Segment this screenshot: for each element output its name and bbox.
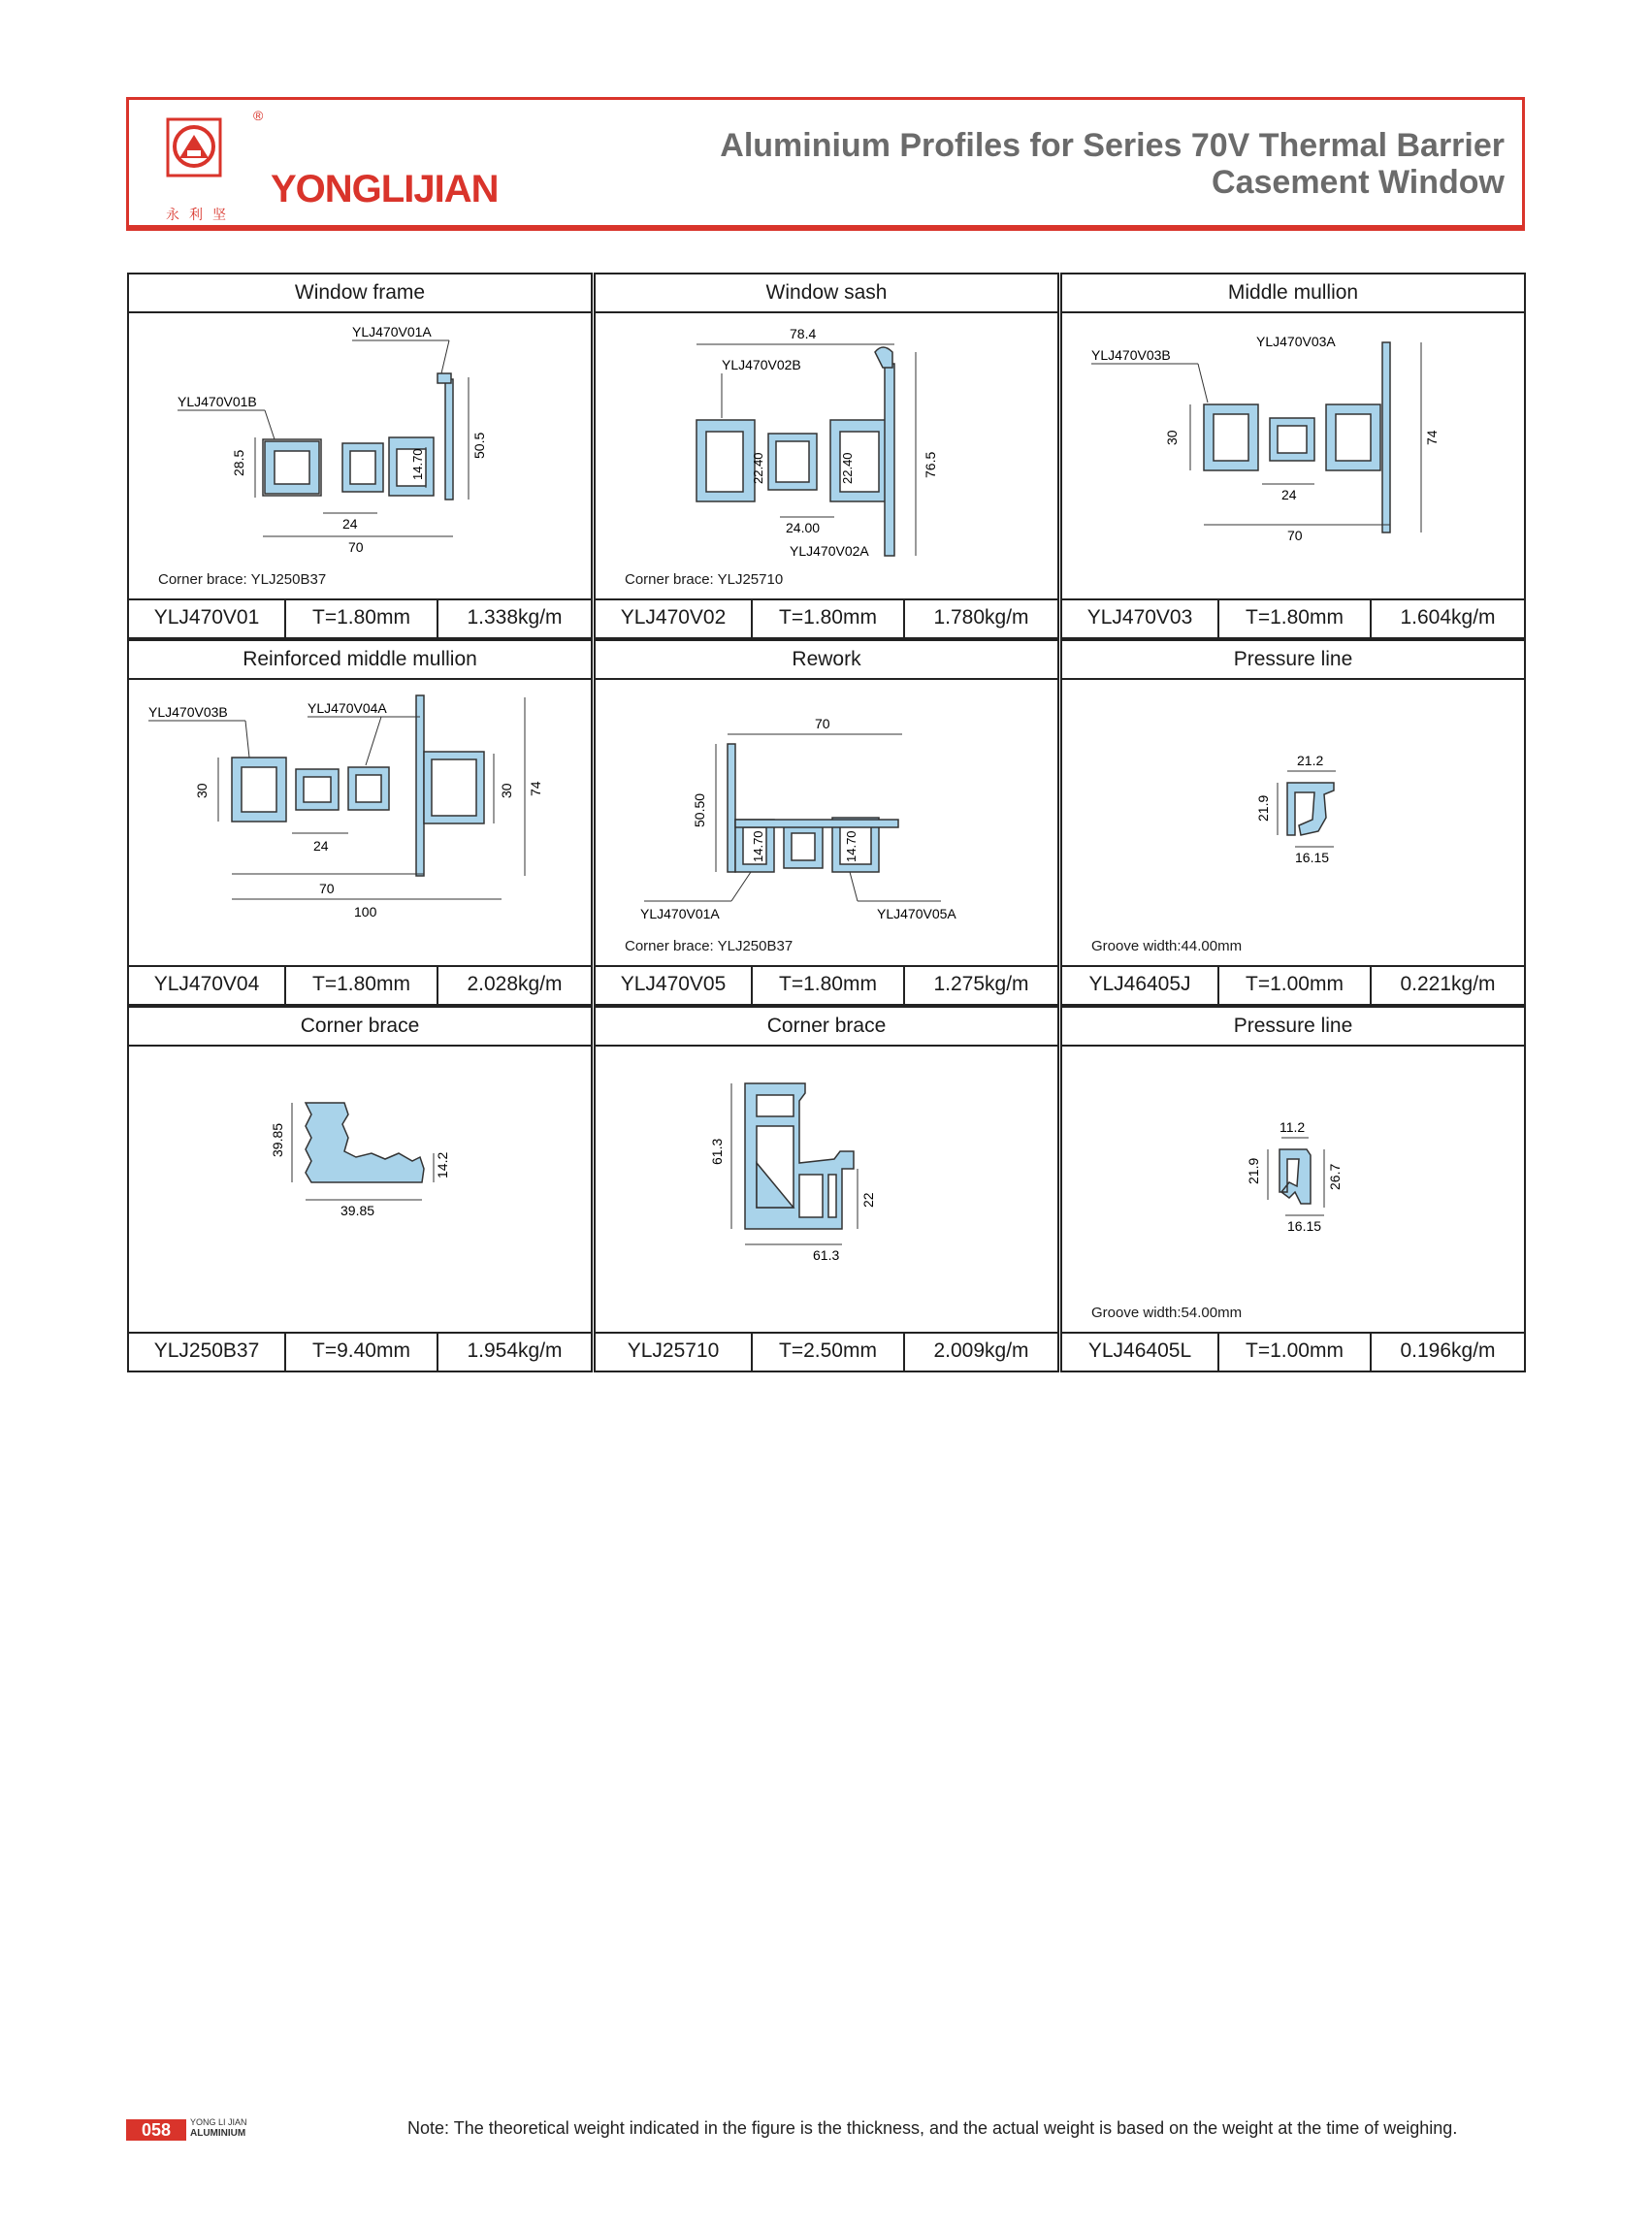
spec-row (596, 965, 1057, 1004)
profile-thickness: T=1.80mm (1219, 600, 1372, 637)
dimension-label: 11.2 (1279, 1119, 1306, 1135)
profile-thickness: T=9.40mm (286, 1334, 438, 1371)
dimension-label: 70 (348, 539, 364, 555)
profile-code: YLJ470V04 (129, 967, 286, 1004)
profile-code: YLJ46405J (1062, 967, 1219, 1004)
window-frame-drawing (129, 313, 591, 595)
dimension-label: 21.2 (1297, 753, 1324, 768)
profile-weight: 1.338kg/m (467, 606, 563, 629)
part-label: YLJ470V03B (148, 704, 228, 720)
brand-name: YONGLIJIAN (271, 168, 499, 210)
card-title: Window frame (129, 274, 591, 313)
part-label: YLJ470V01A (352, 324, 432, 339)
dimension-label: 14.70 (751, 830, 765, 862)
dimension-label: 21.9 (1246, 1157, 1261, 1184)
profile-card-corner-brace-2 (594, 1006, 1059, 1372)
profile-weight: 0.196kg/m (1400, 1339, 1496, 1362)
dimension-label: 24 (342, 516, 358, 532)
window-sash-drawing (596, 313, 1057, 595)
card-note: Corner brace: YLJ250B37 (158, 571, 327, 588)
card-title: Corner brace (596, 1008, 1057, 1047)
profile-code: YLJ25710 (596, 1334, 753, 1371)
dimension-label: 14.70 (410, 448, 425, 480)
card-title: Pressure line (1062, 1008, 1524, 1047)
part-label: YLJ470V02B (722, 357, 801, 372)
card-note: Corner brace: YLJ250B37 (625, 938, 794, 954)
dimension-label: 14.2 (435, 1151, 450, 1178)
profile-thickness: T=1.80mm (286, 600, 438, 637)
pressure-line-drawing (1062, 680, 1524, 961)
profile-weight: 1.275kg/m (933, 973, 1029, 995)
profile-card-window-sash (594, 273, 1059, 639)
card-title: Window sash (596, 274, 1057, 313)
reinforced-mullion-drawing (129, 680, 591, 961)
profile-thickness: T=2.50mm (753, 1334, 905, 1371)
dimension-label: 74 (1424, 430, 1440, 445)
dimension-label: 70 (815, 716, 830, 731)
dimension-label: 14.70 (844, 830, 858, 862)
dimension-label: 61.3 (709, 1138, 725, 1165)
page-title (632, 127, 1505, 201)
part-label: YLJ470V04A (308, 700, 387, 716)
spec-row (1062, 1332, 1524, 1371)
dimension-label: 76.5 (923, 451, 938, 478)
profile-code: YLJ470V01 (129, 600, 286, 637)
middle-mullion-drawing (1062, 313, 1524, 595)
profile-code: YLJ250B37 (129, 1334, 286, 1371)
dimension-label: 30 (194, 783, 210, 798)
dimension-label: 30 (1164, 430, 1180, 445)
dimension-label: 50.50 (692, 792, 707, 827)
profile-row (127, 273, 1526, 639)
dimension-label: 16.15 (1295, 850, 1330, 865)
footer-brand-line-1: YONG LI JIAN (190, 2117, 247, 2127)
brand-chinese-name: 永利坚 (166, 207, 236, 222)
dimension-label: 74 (528, 781, 543, 796)
part-label: YLJ470V01B (178, 394, 257, 409)
spec-row (129, 1332, 591, 1371)
profile-weight: 1.780kg/m (933, 606, 1029, 629)
spec-row (1062, 965, 1524, 1004)
spec-row (129, 965, 591, 1004)
part-label: YLJ470V03B (1091, 347, 1171, 363)
profile-row (127, 639, 1526, 1006)
part-label: YLJ470V01A (640, 906, 720, 921)
spec-row (596, 598, 1057, 637)
card-note: Groove width:54.00mm (1091, 1305, 1243, 1321)
footer-note: Note: The theoretical weight indicated in the figure is the thickness, and the actual weight is based on the weight at the time of weighing. (407, 2118, 1458, 2138)
corner-brace-drawing (596, 1047, 1057, 1328)
dimension-label: 78.4 (790, 326, 817, 341)
profile-thickness: T=1.00mm (1219, 967, 1372, 1004)
profile-code: YLJ470V02 (596, 600, 753, 637)
profile-grid (127, 273, 1526, 1372)
profile-row (127, 1006, 1526, 1372)
profile-card-window-frame (127, 273, 593, 639)
pressure-line-drawing (1062, 1047, 1524, 1328)
profile-code: YLJ470V05 (596, 967, 753, 1004)
part-label: YLJ470V02A (790, 543, 869, 559)
profile-card-corner-brace-1 (127, 1006, 593, 1372)
dimension-label: 39.85 (340, 1203, 375, 1218)
profile-code: YLJ470V03 (1062, 600, 1219, 637)
dimension-label: 70 (1287, 528, 1303, 543)
brand-logo-icon (166, 117, 222, 177)
page-header (126, 97, 1525, 231)
profile-weight: 0.221kg/m (1400, 973, 1496, 995)
spec-row (1062, 598, 1524, 637)
page-number: 058 (126, 2119, 186, 2141)
card-title: Reinforced middle mullion (129, 641, 591, 680)
title-line-2: Casement Window (1212, 164, 1505, 201)
dimension-label: 21.9 (1255, 794, 1271, 822)
dimension-label: 70 (319, 881, 335, 896)
dimension-label: 24.00 (786, 520, 821, 535)
profile-card-rework (594, 639, 1059, 1006)
card-title: Rework (596, 641, 1057, 680)
footer-brand (190, 2117, 247, 2139)
dimension-label: 24 (313, 838, 329, 854)
profile-card-reinforced-mullion (127, 639, 593, 1006)
profile-thickness: T=1.80mm (753, 600, 905, 637)
dimension-label: 22.40 (751, 452, 765, 484)
card-note: Corner brace: YLJ25710 (625, 571, 784, 588)
profile-weight: 1.604kg/m (1400, 606, 1496, 629)
dimension-label: 100 (354, 904, 377, 919)
dimension-label: 39.85 (270, 1122, 285, 1157)
rework-drawing (596, 680, 1057, 961)
dimension-label: 50.5 (471, 432, 487, 459)
dimension-label: 28.5 (231, 449, 246, 476)
part-label: YLJ470V05A (877, 906, 956, 921)
spec-row (129, 598, 591, 637)
card-title: Pressure line (1062, 641, 1524, 680)
card-note: Groove width:44.00mm (1091, 938, 1243, 954)
profile-code: YLJ46405L (1062, 1334, 1219, 1371)
dimension-label: 16.15 (1287, 1218, 1322, 1234)
dimension-label: 61.3 (813, 1247, 840, 1263)
profile-card-pressure-line-2 (1060, 1006, 1526, 1372)
profile-card-middle-mullion (1060, 273, 1526, 639)
card-title: Corner brace (129, 1008, 591, 1047)
profile-card-pressure-line (1060, 639, 1526, 1006)
card-title: Middle mullion (1062, 274, 1524, 313)
profile-weight: 2.028kg/m (467, 973, 563, 995)
profile-thickness: T=1.80mm (753, 967, 905, 1004)
profile-thickness: T=1.80mm (286, 967, 438, 1004)
corner-brace-drawing (129, 1047, 591, 1328)
spec-row (596, 1332, 1057, 1371)
dimension-label: 24 (1281, 487, 1297, 502)
title-line-1: Aluminium Profiles for Series 70V Thermal Barrier (720, 127, 1505, 164)
footer-brand-line-2: ALUMINIUM (190, 2128, 246, 2139)
dimension-label: 22 (860, 1192, 876, 1208)
dimension-label: 26.7 (1327, 1163, 1343, 1190)
part-label: YLJ470V03A (1256, 334, 1336, 349)
profile-weight: 2.009kg/m (933, 1339, 1029, 1362)
profile-weight: 1.954kg/m (467, 1339, 563, 1362)
registered-mark: ® (253, 108, 264, 123)
dimension-label: 30 (499, 783, 514, 798)
profile-thickness: T=1.00mm (1219, 1334, 1372, 1371)
dimension-label: 22.40 (840, 452, 855, 484)
